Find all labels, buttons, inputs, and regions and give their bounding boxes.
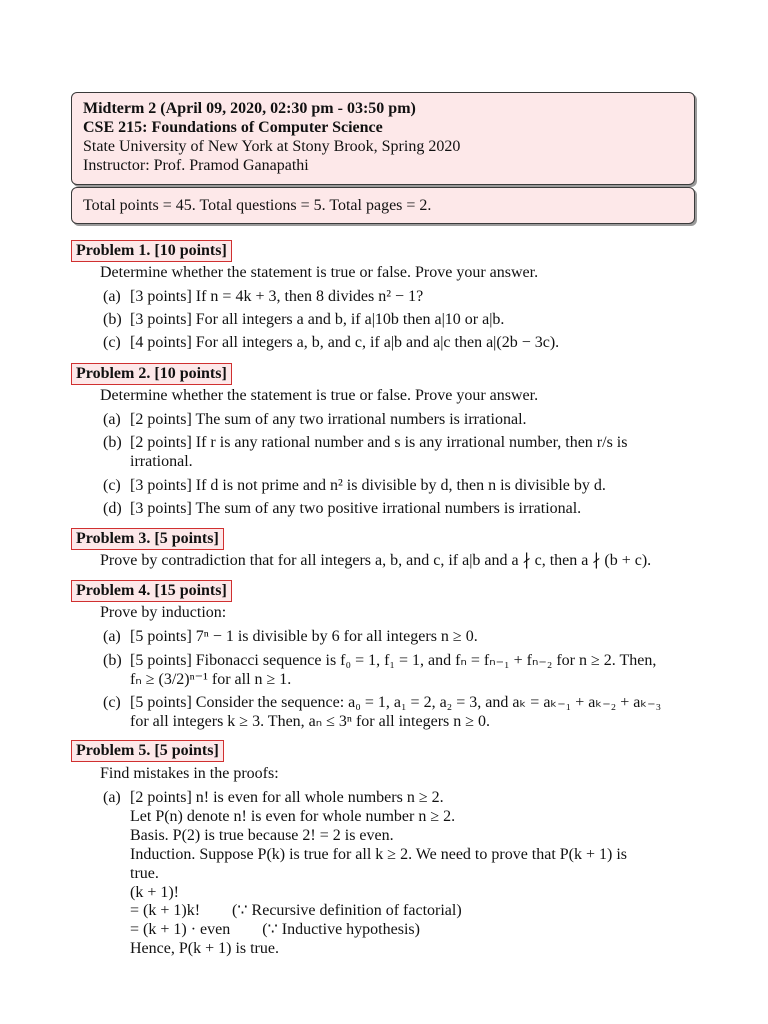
problem-1-c-label: (c) — [103, 334, 121, 351]
problem-2-heading: Problem 2. [10 points] — [71, 363, 232, 385]
proof-line-7: = (k + 1) · even (∵ Inductive hypothesis) — [130, 921, 420, 938]
proof-line-2: Basis. P(2) is true because 2! = 2 is even. — [130, 827, 394, 844]
problem-1-a-text: [3 points] If n = 4k + 3, then 8 divides n² − 1? — [130, 288, 424, 305]
problem-3-intro: Prove by contradiction that for all integers a, b, and c, if a|b and a ∤ c, then a ∤ (b + c). — [100, 552, 652, 569]
problem-2-intro: Determine whether the statement is true or false. Prove your answer. — [100, 387, 539, 404]
totals-line: Total points = 45. Total questions = 5. Total pages = 2. — [83, 197, 432, 214]
problem-4-b-text: [5 points] Fibonacci sequence is f₀ = 1, f₁ = 1, and fₙ = fₙ₋₁ + fₙ₋₂ for n ≥ 2. Then, — [130, 652, 657, 669]
proof-line-1: Let P(n) denote n! is even for whole number n ≥ 2. — [130, 808, 456, 825]
problem-1-b-text: [3 points] For all integers a and b, if a|10b then a|10 or a|b. — [130, 311, 505, 328]
problem-4-intro: Prove by induction: — [100, 604, 227, 621]
problem-2-a-text: [2 points] The sum of any two irrational numbers is irrational. — [130, 411, 527, 428]
problem-2-d-text: [3 points] The sum of any two positive irrational numbers is irrational. — [130, 500, 582, 517]
totals-box — [71, 187, 695, 224]
problem-5-intro: Find mistakes in the proofs: — [100, 765, 279, 782]
exam-title: Midterm 2 (April 09, 2020, 02:30 pm - 03:50 pm) — [83, 100, 416, 117]
problem-4-heading: Problem 4. [15 points] — [71, 580, 232, 602]
problem-4-a-text: [5 points] 7ⁿ − 1 is divisible by 6 for all integers n ≥ 0. — [130, 628, 478, 645]
problem-2-c-text: [3 points] If d is not prime and n² is divisible by d, then n is divisible by d. — [130, 477, 606, 494]
problem-2-a-label: (a) — [103, 411, 121, 428]
proof-line-6: = (k + 1)k! (∵ Recursive definition of factorial) — [130, 902, 462, 919]
problem-2-d-label: (d) — [103, 500, 122, 517]
problem-4-c-text: [5 points] Consider the sequence: a₀ = 1, a₁ = 2, a₂ = 3, and aₖ = aₖ₋₁ + aₖ₋₂ + aₖ₋₃ — [130, 694, 662, 711]
problem-2-b-label: (b) — [103, 434, 122, 451]
proof-line-5: (k + 1)! — [130, 884, 180, 901]
proof-line-3: Induction. Suppose P(k) is true for all k ≥ 2. We need to prove that P(k + 1) is — [130, 846, 628, 863]
problem-5-a-label: (a) — [103, 789, 121, 806]
problem-1-heading: Problem 1. [10 points] — [71, 240, 232, 262]
problem-5-heading: Problem 5. [5 points] — [71, 740, 224, 762]
proof-line-4: true. — [130, 865, 159, 882]
problem-4-c-text-cont: for all integers k ≥ 3. Then, aₙ ≤ 3ⁿ for all integers n ≥ 0. — [130, 713, 491, 730]
proof-line-8: Hence, P(k + 1) is true. — [130, 940, 279, 957]
problem-1-c-text: [4 points] For all integers a, b, and c, if a|b and a|c then a|(2b − 3c). — [130, 334, 560, 351]
instructor-line: Instructor: Prof. Pramod Ganapathi — [83, 157, 309, 174]
problem-2-c-label: (c) — [103, 477, 121, 494]
problem-1-b-label: (b) — [103, 311, 122, 328]
problem-1-intro: Determine whether the statement is true or false. Prove your answer. — [100, 264, 539, 281]
problem-4-b-text-cont: fₙ ≥ (3/2)ⁿ⁻¹ for all n ≥ 1. — [130, 671, 292, 688]
problem-3-heading: Problem 3. [5 points] — [71, 528, 224, 550]
problem-4-a-label: (a) — [103, 628, 121, 645]
university-line: State University of New York at Stony Brook, Spring 2020 — [83, 138, 461, 155]
problem-4-b-label: (b) — [103, 652, 122, 669]
problem-1-a-label: (a) — [103, 288, 121, 305]
problem-4-c-label: (c) — [103, 694, 121, 711]
problem-2-b-text: [2 points] If r is any rational number and s is any irrational number, then r/s is — [130, 434, 628, 451]
course-name: CSE 215: Foundations of Computer Science — [83, 119, 383, 136]
exam-header-box — [71, 92, 695, 185]
problem-5-a-text: [2 points] n! is even for all whole numbers n ≥ 2. — [130, 789, 444, 806]
problem-2-b-text-cont: irrational. — [130, 453, 193, 470]
